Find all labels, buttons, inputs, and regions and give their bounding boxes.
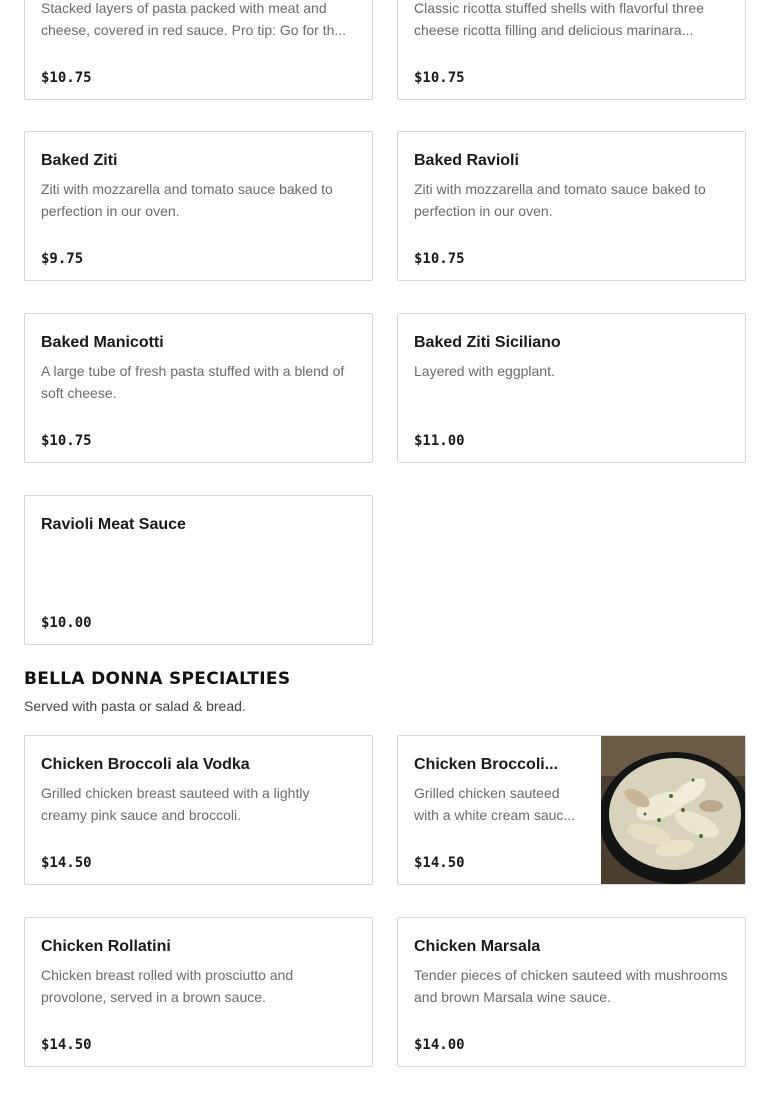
item-name: Ravioli Meat Sauce	[41, 516, 186, 533]
menu-item-card[interactable]	[24, 735, 373, 885]
item-description: Grilled chicken breast sauteed with a lightly creamy pink sauce and broccoli.	[41, 785, 310, 823]
item-price: $14.50	[414, 855, 465, 871]
menu-item-card[interactable]	[24, 131, 373, 281]
item-name: Chicken Rollatini	[41, 938, 171, 955]
item-name: Baked Manicotti	[41, 334, 164, 351]
menu-item-card[interactable]	[24, 313, 373, 463]
menu-item-card[interactable]	[397, 0, 746, 100]
item-name: Chicken Broccoli...	[414, 756, 559, 773]
menu-item-card[interactable]	[397, 313, 746, 463]
item-description: Layered with eggplant.	[414, 363, 555, 379]
item-name: Chicken Marsala	[414, 938, 541, 955]
dish-photo	[601, 736, 745, 884]
item-price: $14.50	[41, 1037, 92, 1053]
item-name: Baked Ziti	[41, 152, 118, 169]
item-description: Chicken breast rolled with prosciutto and provolone, served in a brown sauce.	[41, 967, 294, 1005]
item-price: $9.75	[41, 251, 84, 267]
item-price: $14.00	[414, 1037, 465, 1053]
item-description: A large tube of fresh pasta stuffed with a blend of soft cheese.	[41, 363, 345, 401]
menu-item-card[interactable]	[24, 495, 373, 645]
item-name: Baked Ziti Siciliano	[414, 334, 561, 351]
section-title: BELLA DONNA SPECIALTIES	[24, 669, 291, 689]
menu-item-card[interactable]	[24, 0, 373, 100]
item-description: Tender pieces of chicken sauteed with mushrooms and brown Marsala wine sauce.	[414, 967, 728, 1005]
dish-photo-image	[601, 736, 745, 884]
item-price: $10.75	[41, 433, 92, 449]
item-description: Stacked layers of pasta packed with meat and cheese, covered in red sauce. Pro tip: Go for th...	[41, 0, 347, 38]
menu-item-card[interactable]	[397, 131, 746, 281]
item-price: $11.00	[414, 433, 465, 449]
menu-item-card[interactable]	[397, 735, 746, 885]
item-price: $10.75	[41, 70, 92, 86]
item-name: Baked Ravioli	[414, 152, 519, 169]
item-description: Classic ricotta stuffed shells with flavorful three cheese ricotta filling and delicious marinara...	[414, 0, 704, 38]
menu-item-card[interactable]	[397, 917, 746, 1067]
item-price: $10.00	[41, 615, 92, 631]
item-description: Ziti with mozzarella and tomato sauce baked to perfection in our oven.	[41, 181, 333, 219]
item-price: $14.50	[41, 855, 92, 871]
item-description: Ziti with mozzarella and tomato sauce baked to perfection in our oven.	[414, 181, 706, 219]
section-subtitle: Served with pasta or salad & bread.	[24, 698, 246, 714]
item-price: $10.75	[414, 70, 465, 86]
item-price: $10.75	[414, 251, 465, 267]
item-description: Grilled chicken sauteed with a white cream sauc...	[414, 785, 576, 823]
menu-item-card[interactable]	[24, 917, 373, 1067]
item-name: Chicken Broccoli ala Vodka	[41, 756, 250, 773]
